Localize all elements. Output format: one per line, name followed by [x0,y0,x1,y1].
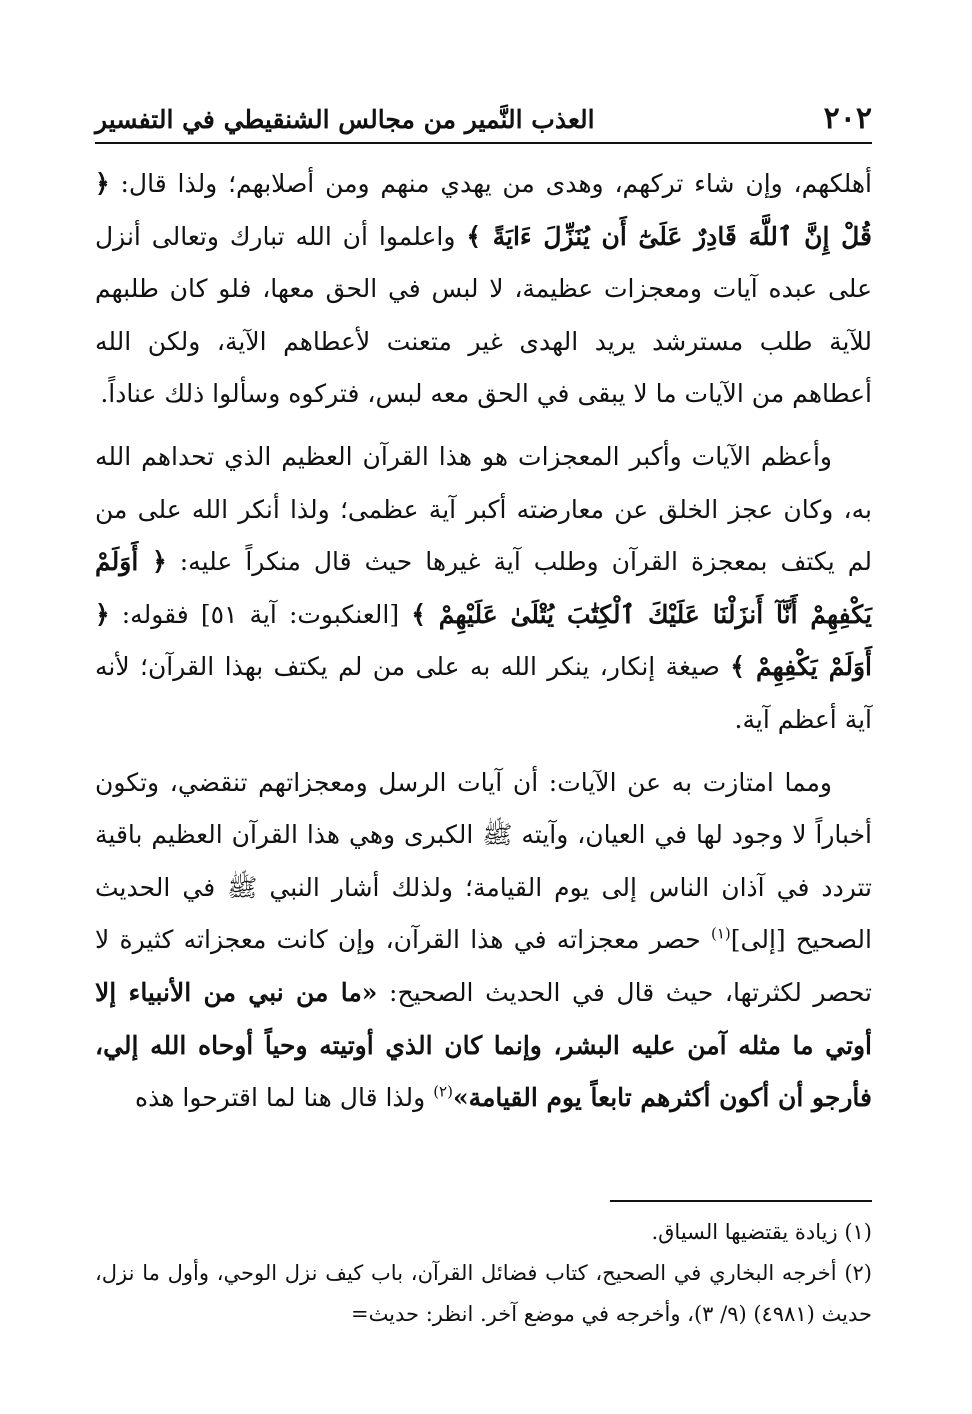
main-text [95,158,872,1125]
page-number: ٢٠٢ [823,101,872,136]
paragraph-3 [95,757,872,1125]
quran-verse: ﴿ أَوَلَمْ يَكْفِهِمْ ﴾ [95,599,872,682]
paragraph-1-text-a: أهلكهم، وإن شاء تركهم، وهدى من يهدي منهم ومن أصلابهم؛ ولذا قال: [109,169,872,198]
footnotes [95,1212,872,1335]
footnote-ref-1[interactable]: (١) [710,924,731,943]
footnote-2: (٢) أخرجه البخاري في الصحيح، كتاب فضائل القرآن، باب كيف نزل الوحي، وأول ما نزل، حديث (٤٩٨١) (٩/ ٣)، وأخرجه في موضع آخر. انظر: حديث= [95,1261,872,1326]
footnote-1: (١) زيادة يقتضيها السياق. [651,1220,872,1244]
paragraph-2-text-c: صيغة إنكار، ينكر الله به على من لم يكتف بهذا القرآن؛ لأنه آية أعظم آية. [95,652,872,734]
hadith-quote: «ما من نبي من الأنبياء إلا أوتي ما مثله آمن عليه البشر، وإنما كان الذي أوتيته وحياً أوحاه الله إلي، فأرجو أن أكون أكثرهم تابعاً يوم القيامة» [95,977,872,1113]
paragraph-1 [95,158,872,421]
page-header [95,86,872,144]
paragraph-3-text-c: ولذا قال هنا لما اقترحوا هذه [135,1083,434,1113]
running-title: العذب النَّمير من مجالس الشنقيطي في التفسير [95,105,595,134]
paragraph-2-text-b: [العنكبوت: آية ٥١] فقوله: [109,599,412,629]
quran-verse: ﴿ أَوَلَمْ يَكْفِهِمْ أَنَّآ أَنزَلْنَا عَلَيْكَ ٱلْكِتَٰبَ يُتْلَىٰ عَلَيْهِمْ ﴾ [95,547,872,629]
paragraph-3-text-a: ومما امتازت به عن الآيات: أن آيات الرسل ومعجزاتهم تنقضي، وتكون أخباراً لا وجود لها في العيان، وآيته ﷺ الكبرى وهي هذا القرآن العظيم باقية تتردد في آذان الناس إلى يوم القيامة؛ ولذلك أشار النبي ﷺ في الحديث الصحيح [إلى] [95,767,872,955]
paragraph-2 [95,431,872,747]
footnote-divider [610,1200,872,1202]
quran-verse: ﴿ قُلْ إِنَّ ٱللَّهَ قَادِرٌ عَلَىٰٓ أَن يُنَزِّلَ ءَايَةً ﴾ [95,169,872,251]
paragraph-2-text-a: وأعظم الآيات وأكبر المعجزات هو هذا القرآن العظيم الذي تحداهم الله به، وكان عجز الخلق عن معارضته أكبر آية عظمى؛ ولذا أنكر الله على من لم يكتف بمعجزة القرآن وطلب آية غيرها حيث قال منكراً عليه: [95,441,872,577]
paragraph-3-text-b: حصر معجزاته في هذا القرآن، وإن كانت معجزاته كثيرة لا تحصر لكثرتها، حيث قال في الحديث الصحيح: [95,925,872,1007]
paragraph-1-text-b: واعلموا أن الله تبارك وتعالى أنزل على عبده آيات ومعجزات عظيمة، لا لبس في الحق معها، فلو كان طلبهم للآية طلب مسترشد يريد الهدى غير متعنت لأعطاهم الآية، ولكن الله أعطاهم من الآيات ما لا يبقى في الحق معه لبس، فتركوه وسألوا ذلك عناداً. [95,221,872,409]
footnote-ref-2[interactable]: (٢) [433,1082,453,1101]
